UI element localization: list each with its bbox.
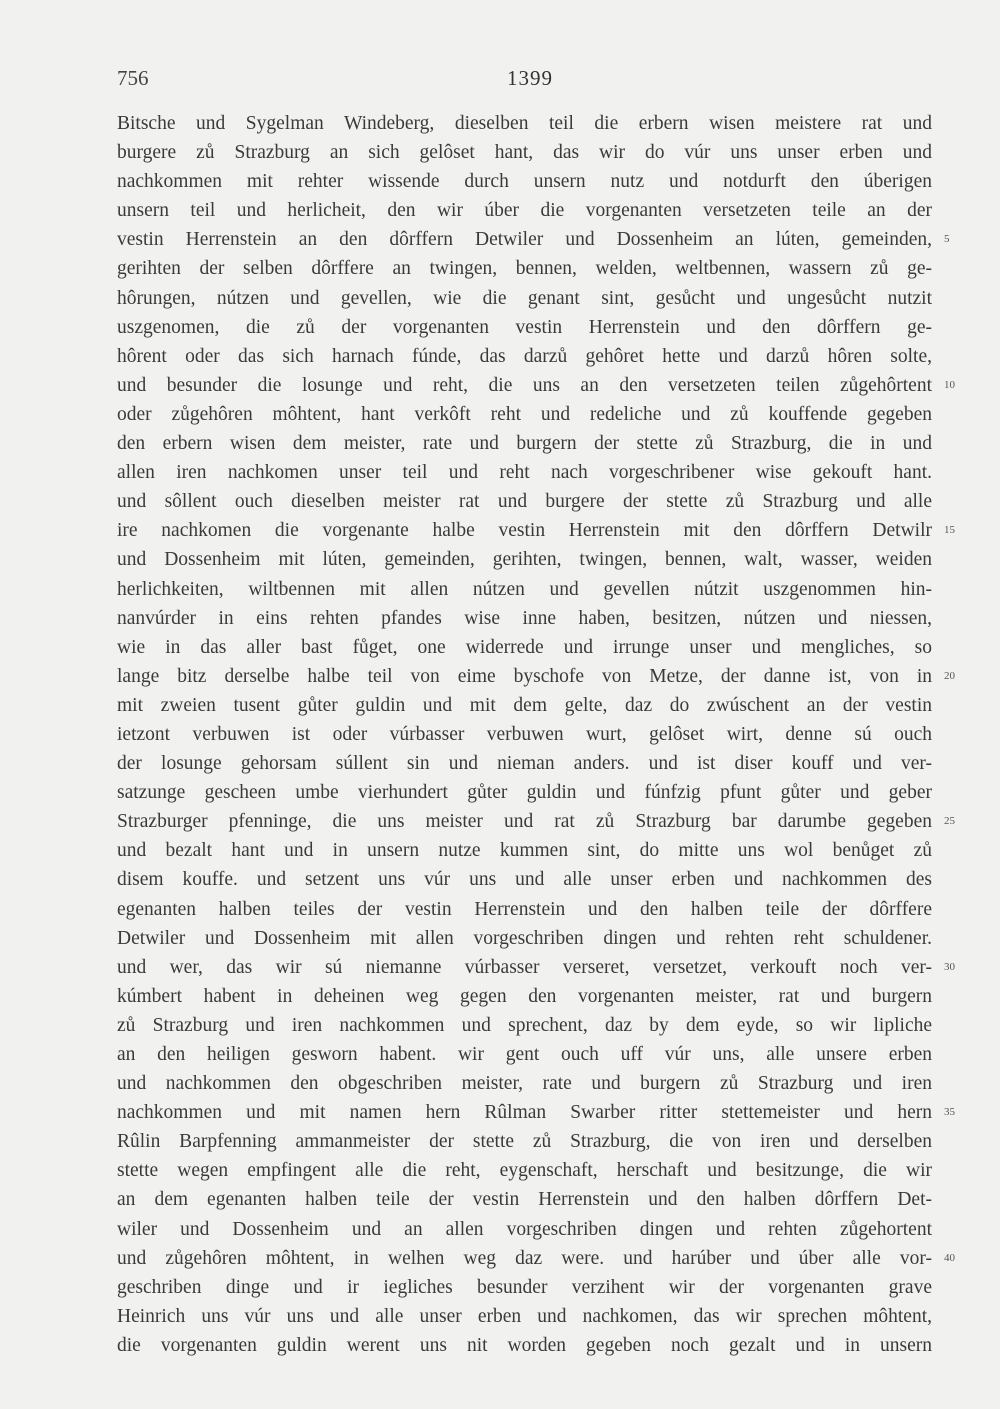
text-line: der losunge gehorsam súllent sin und nieman anders. und ist diser kouff und ver-: [117, 753, 932, 775]
text-line: herlichkeiten, wiltbennen mit allen nútzen und gevellen nútzit uszgenommen hin-: [117, 578, 932, 600]
text-line: allen iren nachkomen unser teil und reht nach vorgeschribener wise gekouft hant.: [117, 462, 932, 484]
text-line: lange bitz derselbe halbe teil von eime byschofe von Metze, der danne ist, von in: [117, 665, 932, 687]
text-line: ietzont verbuwen ist oder vúrbasser verbuwen wurt, gelôset wirt, denne sú ouch: [117, 723, 932, 745]
text-line: wie in das aller bast fůget, one widerrede und irrunge unser und mengliches, so: [117, 636, 932, 658]
text-line: burgere zů Strazburg an sich gelôset hant, das wir do vúr uns unser erben und: [117, 142, 932, 164]
margin-line-number: 20: [944, 669, 955, 682]
text-line: wiler und Dossenheim und an allen vorgeschriben dingen und rehten zůgehortent: [117, 1218, 932, 1240]
text-line: und wer, das wir sú niemanne vúrbasser verseret, versetzet, verkouft noch ver-: [117, 956, 932, 978]
text-line: Heinrich uns vúr uns und alle unser erben und nachkomen, das wir sprechen môhtent,: [117, 1305, 932, 1327]
document-body: [117, 109, 932, 1360]
margin-line-number: 25: [944, 815, 955, 828]
text-line: nachkommen mit rehter wissende durch unsern nutz und notdurft den úberigen: [117, 171, 932, 193]
margin-line-number: 5: [944, 233, 950, 246]
text-line: nachkommen und mit namen hern Rûlman Swarber ritter stettemeister und hern: [117, 1102, 932, 1124]
text-line: nanvúrder in eins rehten pfandes wise inne haben, besitzen, nútzen und niessen,: [117, 607, 932, 629]
text-line: geschriben dinge und ir iegliches besunder verzihent wir der vorgenanten grave: [117, 1276, 932, 1298]
text-line: disem kouffe. und setzent uns vúr uns und alle unser erben und nachkommen des: [117, 869, 932, 891]
text-line: egenanten halben teiles der vestin Herrenstein und den halben teile der dôrffere: [117, 898, 932, 920]
text-line: und Dossenheim mit lúten, gemeinden, gerihten, twingen, bennen, walt, wasser, weiden: [117, 549, 932, 571]
margin-line-number: 10: [944, 378, 955, 391]
text-line: satzunge gescheen umbe vierhundert gůter guldin und fúnfzig pfunt gůter und geber: [117, 782, 932, 804]
page-header: [117, 66, 932, 100]
text-line: und besunder die losunge und reht, die uns an den versetzeten teilen zůgehôrtent: [117, 374, 932, 396]
text-line: uszgenomen, die zů der vorgenanten vestin Herrenstein und den dôrffern ge-: [117, 316, 932, 338]
text-line: kúmbert habent in deheinen weg gegen den vorgenanten meister, rat und burgern: [117, 985, 932, 1007]
text-line: zů Strazburg und iren nachkommen und sprechent, daz by dem eyde, so wir lipliche: [117, 1014, 932, 1036]
text-line: mit zweien tusent gůter guldin und mit dem gelte, daz do zwúschent an der vestin: [117, 694, 932, 716]
text-line: gerihten der selben dôrffere an twingen, bennen, welden, weltbennen, wassern zů ge-: [117, 258, 932, 280]
text-line: und zůgehôren môhtent, in welhen weg daz were. und harúber und úber alle vor-: [117, 1247, 932, 1269]
text-line: und nachkommen den obgeschriben meister, rate und burgern zů Strazburg und iren: [117, 1073, 932, 1095]
text-line: an den heiligen gesworn habent. wir gent ouch uff vúr uns, alle unsere erben: [117, 1044, 932, 1065]
document-year: 1399: [507, 66, 553, 90]
text-line: Detwiler und Dossenheim mit allen vorgeschriben dingen und rehten reht schuldener.: [117, 927, 932, 949]
margin-line-number: 35: [944, 1106, 955, 1119]
text-line: oder zůgehôren môhtent, hant verkôft reht und redeliche und zů kouffende gegeben: [117, 403, 932, 425]
text-line: an dem egenanten halben teile der vestin Herrenstein und den halben dôrffern Det-: [117, 1189, 932, 1211]
text-line: hôrent oder das sich harnach fúnde, das darzů gehôret hette und darzů hôren solte,: [117, 345, 932, 367]
margin-line-number: 15: [944, 524, 955, 537]
text-line: vestin Herrenstein an den dôrffern Detwiler und Dossenheim an lúten, gemeinden,: [117, 229, 932, 251]
text-line: Bitsche und Sygelman Windeberg, dieselben teil die erbern wisen meistere rat und: [117, 113, 932, 134]
text-line: unsern teil und herlicheit, den wir úber die vorgenanten versetzeten teile an der: [117, 200, 932, 222]
text-line: die vorgenanten guldin werent uns nit worden gegeben noch gezalt und in unsern: [117, 1334, 932, 1356]
text-line: Rûlin Barpfenning ammanmeister der stette zů Strazburg, die von iren und derselben: [117, 1131, 932, 1153]
text-line: den erbern wisen dem meister, rate und burgern der stette zů Strazburg, die in und: [117, 433, 932, 455]
page-number: 756: [117, 66, 149, 90]
text-line: ire nachkomen die vorgenante halbe vestin Herrenstein mit den dôrffern Detwilr: [117, 520, 932, 542]
margin-line-number: 30: [944, 960, 955, 973]
text-line: und bezalt hant und in unsern nutze kummen sint, do mitte uns wol benůget zů: [117, 840, 932, 862]
margin-line-number: 40: [944, 1251, 955, 1264]
text-line: hôrungen, nútzen und gevellen, wie die genant sint, gesůcht und ungesůcht nutzit: [117, 287, 932, 309]
text-line: stette wegen empfingent alle die reht, eygenschaft, herschaft und besitzunge, die wir: [117, 1160, 932, 1182]
text-line: und sôllent ouch dieselben meister rat und burgere der stette zů Strazburg und alle: [117, 491, 932, 513]
text-line: Strazburger pfenninge, die uns meister und rat zů Strazburg bar darumbe gegeben: [117, 811, 932, 833]
